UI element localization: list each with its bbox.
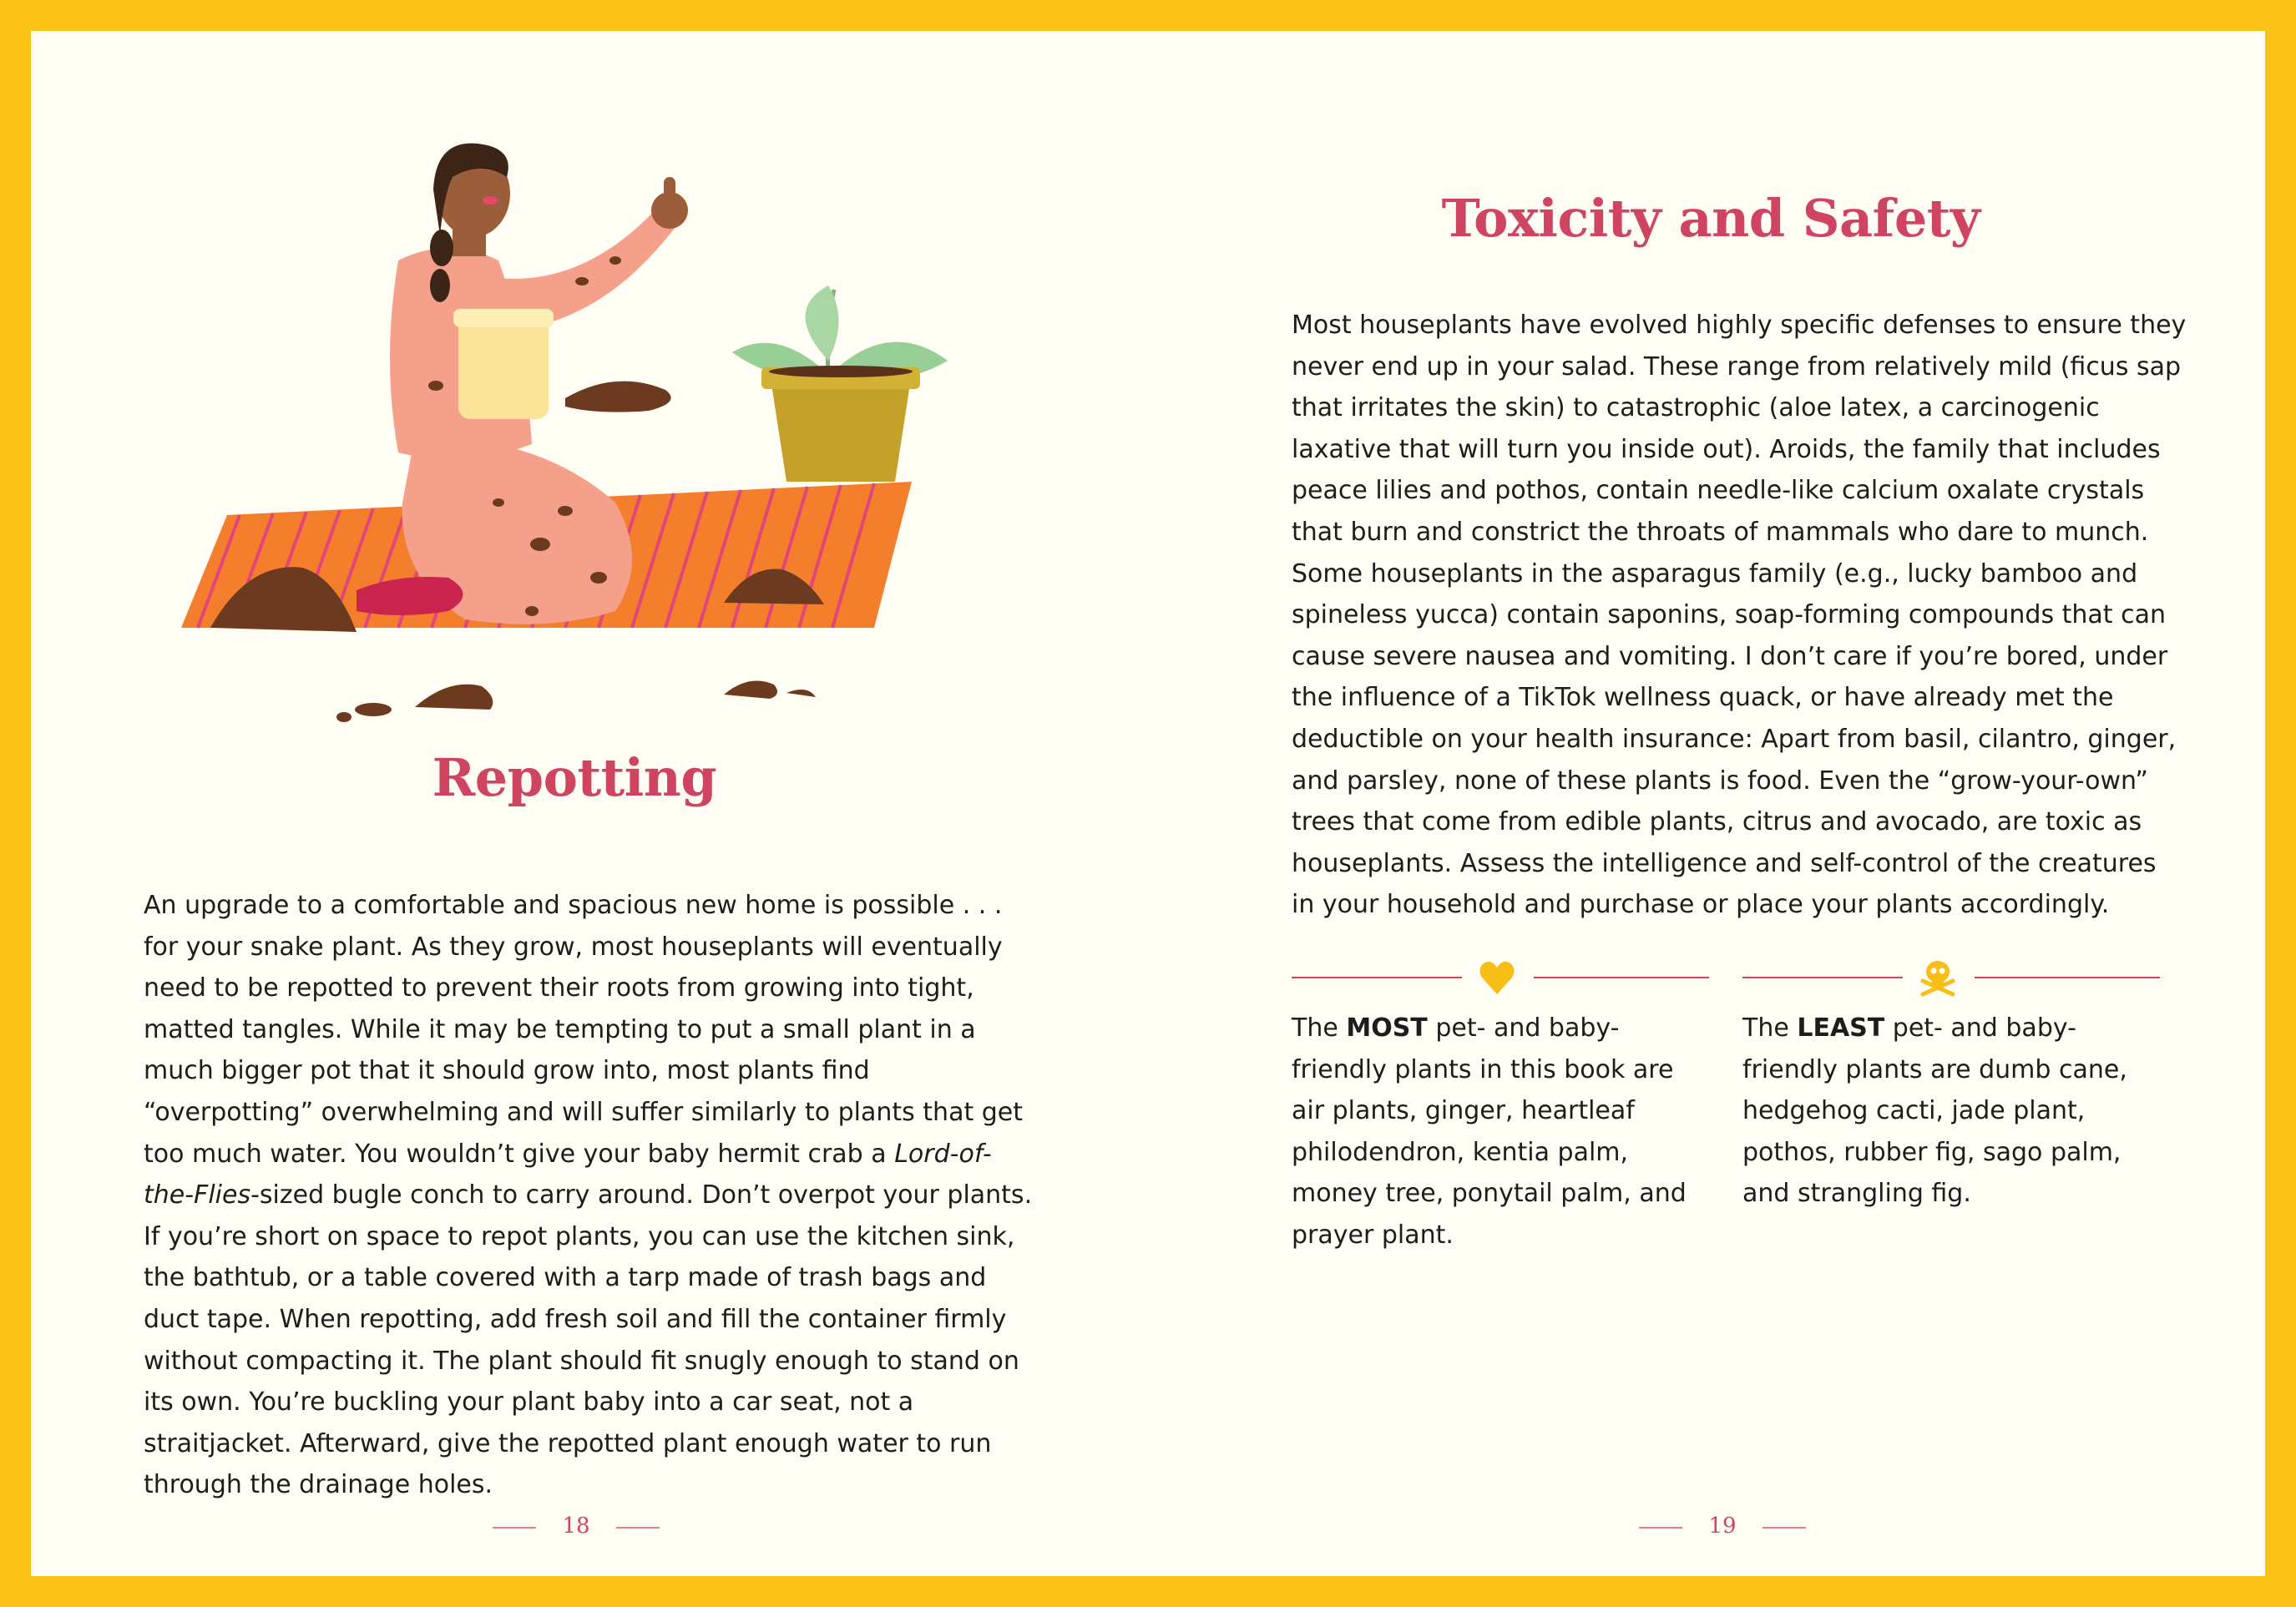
skull-crossbones-icon — [1918, 958, 1958, 998]
toxicity-body: Most houseplants have evolved highly specific defenses to ensure they never end up in your salad. These range from relatively mild (ficus sap that irritates the skin) to catastrophic (aloe latex, a carcinogenic laxative that will turn you inside out). Aroids, the family that includes peace lilies and pothos, contain needle-like calcium oxalate crystals that burn and constrict the throats of mammals who dare to munch. Some houseplants in the asparagus family (e.g., lucky bamboo and spineless yucca) contain saponins, soap-forming compounds that can cause severe nausea and vomiting. I don’t care if you’re bored, under the influence of a TikTok wellness quack, or have already met the deductible on your health insurance: Apart from basil, cilantro, ginger, and parsley, none of these plants is food. Even the “grow-your-own” trees that come from edible plants, citrus and avocado, are toxic as houseplants. Assess the intelligence and self-control of the creatures in your household and purchase or place your plants accordingly. — [1292, 311, 2187, 920]
left-page — [31, 31, 1148, 1576]
book-spread — [31, 31, 2265, 1576]
book-title-italic: Lord-of-the-Flies — [144, 1139, 992, 1210]
potted-plant — [732, 286, 948, 482]
repotting-heading: Repotting — [432, 747, 717, 808]
note-emphasis-least: LEAST — [1797, 1013, 1885, 1043]
repotting-illustration — [148, 110, 1016, 753]
divider-line — [1742, 977, 1903, 978]
least-divider — [1742, 958, 2160, 998]
heart-icon — [1477, 958, 1517, 998]
divider-line — [1292, 977, 1462, 978]
note-emphasis-most: MOST — [1346, 1013, 1428, 1043]
right-page — [1148, 31, 2265, 1576]
page-number-right — [1639, 1510, 1806, 1544]
repotting-body — [144, 885, 1035, 1506]
most-friendly-note — [1292, 1008, 1709, 1256]
page-number: 18 — [562, 1514, 590, 1539]
note-prefix: The — [1292, 1013, 1347, 1043]
divider-line — [1975, 977, 2160, 978]
divider-line — [1534, 977, 1709, 978]
repotting-body-part-2: -sized bugle conch to carry around. Don’t overpot your plants. If you’re short on space to repot plants, you can use the kitchen sink, the bathtub, or a table covered with a tarp made of trash bags and duct tape. When repotting, add fresh soil and fill the container firmly without compacting it. The plant should fit snugly enough to stand on its own. You’re buckling your plant baby into a car seat, not a straitjacket. Afterward, give the repotted plant enough water to run through the drainage holes. — [144, 1180, 1033, 1500]
toxicity-heading: Toxicity and Safety — [1441, 188, 1980, 249]
note-prefix: The — [1742, 1013, 1798, 1043]
least-friendly-note — [1742, 1008, 2152, 1215]
note-text: pet- and baby-friendly plants are dumb cane, hedgehog cacti, jade plant, pothos, rubber fig, sago palm, and strangling fig. — [1742, 1013, 2127, 1209]
folio-rule — [616, 1527, 660, 1529]
note-text: pet- and baby-friendly plants in this book are air plants, ginger, heartleaf philodendron, kentia palm, money tree, ponytail palm, and prayer plant. — [1292, 1013, 1687, 1250]
repotting-body-part-1: An upgrade to a comfortable and spacious new home is possible . . . for your snake plant. As they grow, most houseplants will eventually need to be repotted to prevent their roots from growing into tight, matted tangles. While it may be tempting to put a small plant in a much bigger pot that it should grow into, most plants find “overpotting” overwhelming and will suffer similarly to plants that get too much water. You wouldn’t give your baby hermit crab a — [144, 891, 1024, 1169]
most-divider — [1292, 958, 1709, 998]
page-number: 19 — [1708, 1514, 1737, 1539]
folio-rule — [1762, 1527, 1806, 1529]
page-number-left — [493, 1510, 660, 1544]
